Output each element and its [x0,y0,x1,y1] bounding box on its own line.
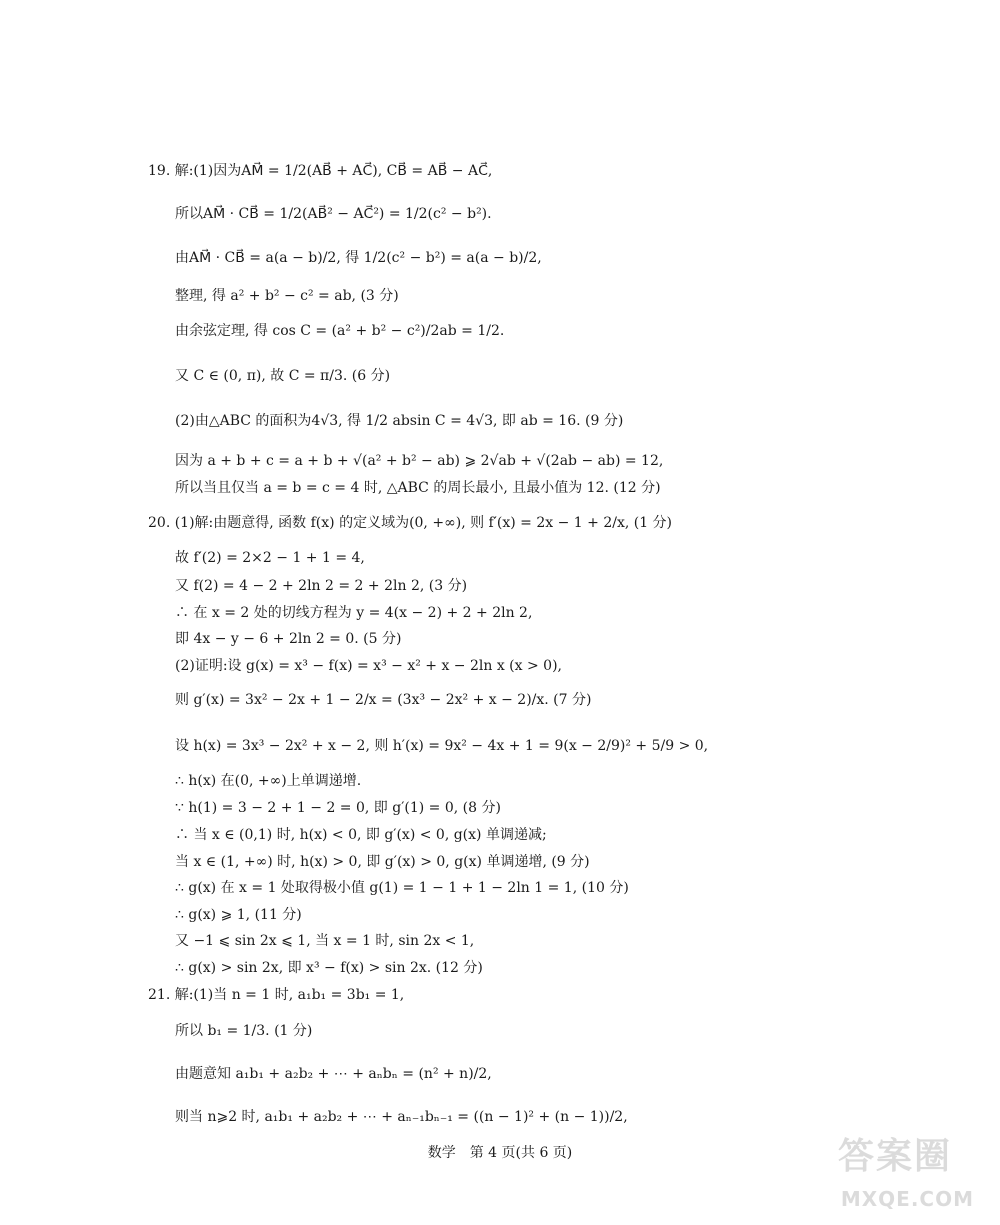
page-footer: 数学 第 4 页(共 6 页) [427,1145,573,1161]
q20-line-7: 则 g′(x) = 3x² − 2x + 1 − 2/x = (3x³ − 2x² + x − 2)/x. (7 分) [175,692,592,708]
q21-line-1: 21. 解:(1)当 n = 1 时, a₁b₁ = 3b₁ = 1, [148,987,405,1003]
q20-line-16: ∴ g(x) > sin 2x, 即 x³ − f(x) > sin 2x. (12 分) [175,960,483,976]
q20-line-9: ∴ h(x) 在(0, +∞)上单调递增. [175,773,362,789]
q19-line-7: (2)由△ABC 的面积为4√3, 得 1/2 absin C = 4√3, 即 ab = 16. (9 分) [175,413,624,429]
q19-line-9: 所以当且仅当 a = b = c = 4 时, △ABC 的周长最小, 且最小值为 12. (12 分) [175,480,661,496]
q20-line-1: 20. (1)解:由题意得, 函数 f(x) 的定义域为(0, +∞), 则 f′(x) = 2x − 1 + 2/x, (1 分) [148,515,673,531]
q19-line-1: 19. 解:(1)因为AM⃗ = 1/2(AB⃗ + AC⃗), CB⃗ = AB⃗ − AC⃗, [148,163,493,179]
watermark-logo [802,1133,992,1219]
watermark-text-cn: 答案圈 [837,1136,952,1177]
q20-line-11: ∴ 当 x ∈ (0,1) 时, h(x) < 0, 即 g′(x) < 0, g(x) 单调递减; [175,827,547,843]
q20-line-12: 当 x ∈ (1, +∞) 时, h(x) > 0, 即 g′(x) > 0, g(x) 单调递增, (9 分) [175,854,590,870]
q20-line-13: ∴ g(x) 在 x = 1 处取得极小值 g(1) = 1 − 1 + 1 − 2ln 1 = 1, (10 分) [175,880,629,896]
q19-line-8: 因为 a + b + c = a + b + √(a² + b² − ab) ⩾ 2√ab + √(2ab − ab) = 12, [175,453,664,469]
q20-line-6: (2)证明:设 g(x) = x³ − f(x) = x³ − x² + x − 2ln x (x > 0), [175,658,562,674]
watermark-text-en: MXQE.COM [840,1187,974,1211]
q20-line-5: 即 4x − y − 6 + 2ln 2 = 0. (5 分) [175,631,402,647]
q21-line-3: 由题意知 a₁b₁ + a₂b₂ + ⋯ + aₙbₙ = (n² + n)/2, [175,1066,492,1082]
q19-line-3: 由AM⃗ · CB⃗ = a(a − b)/2, 得 1/2(c² − b²) = a(a − b)/2, [175,250,542,266]
q21-line-2: 所以 b₁ = 1/3. (1 分) [175,1023,313,1039]
q19-line-2: 所以AM⃗ · CB⃗ = 1/2(AB⃗² − AC⃗²) = 1/2(c² − b²). [175,206,492,222]
q20-line-3: 又 f(2) = 4 − 2 + 2ln 2 = 2 + 2ln 2, (3 分) [175,578,468,594]
q21-line-4: 则当 n⩾2 时, a₁b₁ + a₂b₂ + ⋯ + aₙ₋₁bₙ₋₁ = ((n − 1)² + (n − 1))/2, [175,1109,628,1125]
q19-line-6: 又 C ∈ (0, π), 故 C = π/3. (6 分) [175,368,391,384]
q20-line-14: ∴ g(x) ⩾ 1, (11 分) [175,907,302,923]
q20-line-8: 设 h(x) = 3x³ − 2x² + x − 2, 则 h′(x) = 9x² − 4x + 1 = 9(x − 2/9)² + 5/9 > 0, [175,738,709,754]
q20-line-15: 又 −1 ⩽ sin 2x ⩽ 1, 当 x = 1 时, sin 2x < 1, [175,933,475,949]
q19-line-4: 整理, 得 a² + b² − c² = ab, (3 分) [175,288,399,304]
q20-line-2: 故 f′(2) = 2×2 − 1 + 1 = 4, [175,550,365,566]
q20-line-10: ∵ h(1) = 3 − 2 + 1 − 2 = 0, 即 g′(1) = 0, (8 分) [175,800,501,816]
q20-line-4: ∴ 在 x = 2 处的切线方程为 y = 4(x − 2) + 2 + 2ln 2, [175,605,533,621]
q19-line-5: 由余弦定理, 得 cos C = (a² + b² − c²)/2ab = 1/2. [175,323,505,339]
